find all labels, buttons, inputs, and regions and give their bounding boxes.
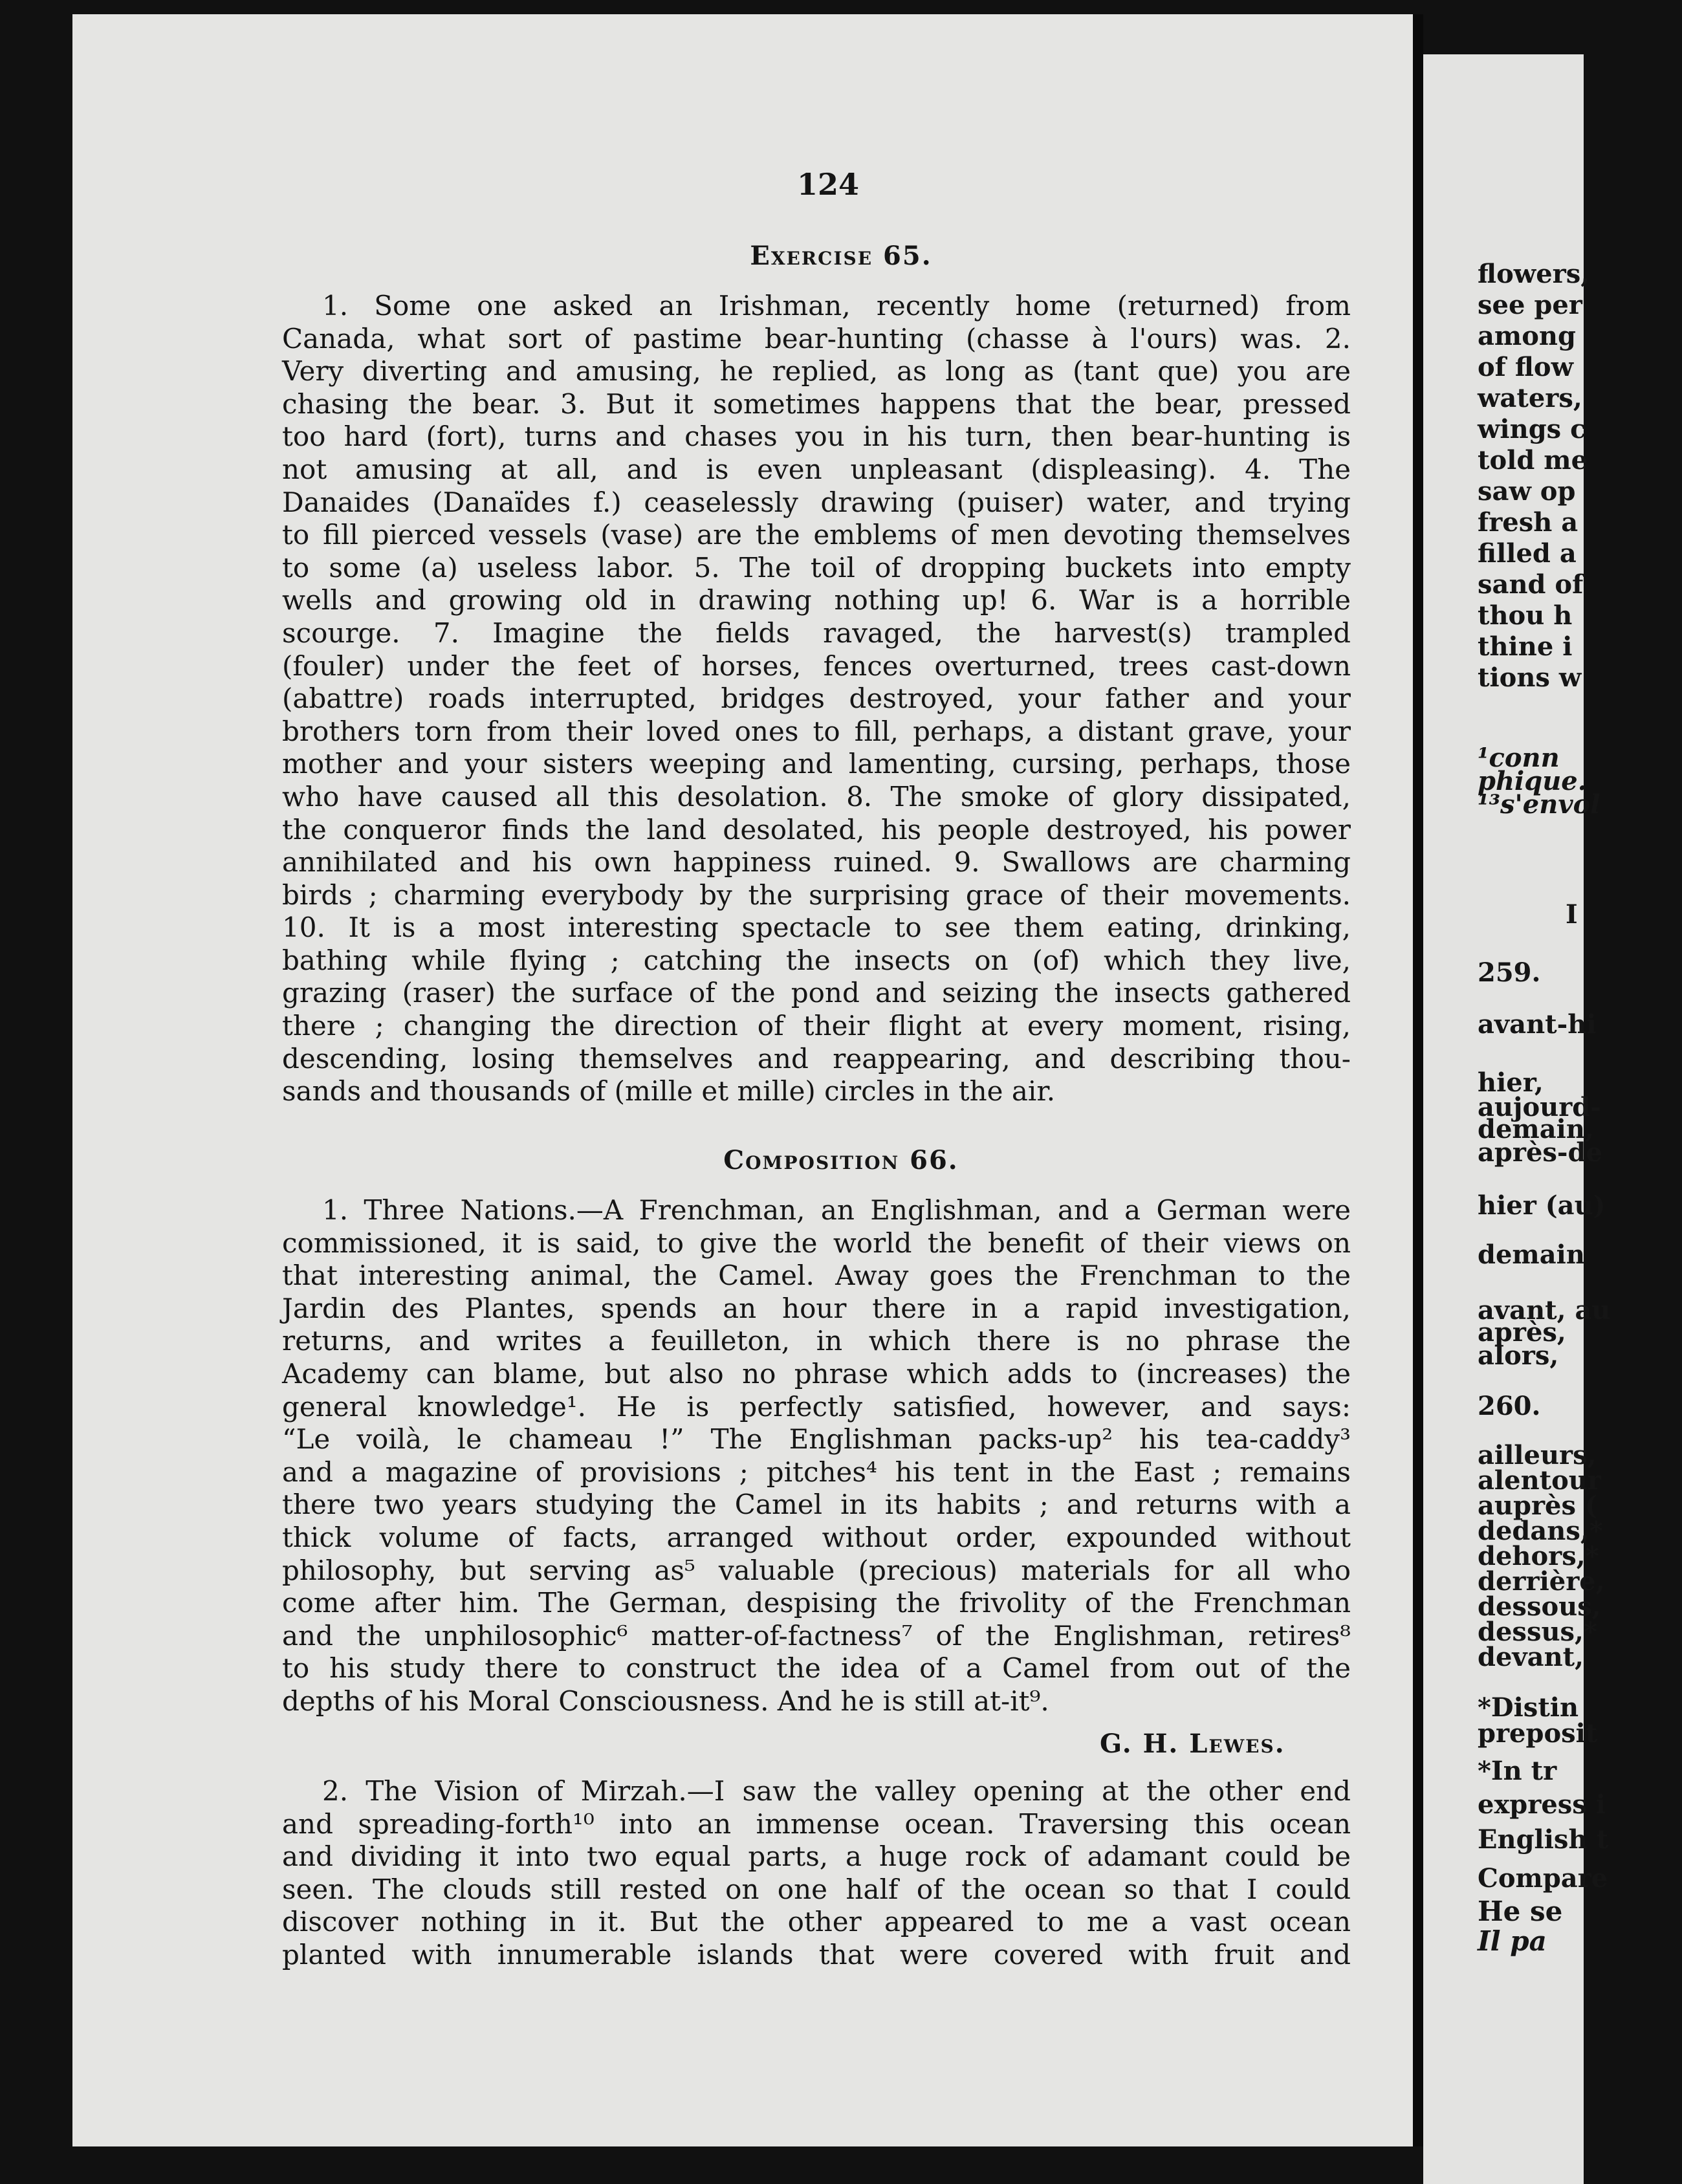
- text-line: chasing the bear. 3. But it sometimes happens that the bear, pressed: [282, 388, 1351, 420]
- right-page-fragment: thou h: [1478, 600, 1573, 631]
- right-page-fragment: I: [1566, 899, 1578, 930]
- text-line: Canada, what sort of pastime bear-hunting (chasse à l'ours) was. 2.: [282, 322, 1351, 355]
- right-page-fragment: thine i: [1478, 631, 1573, 662]
- text-line: bathing while flying ; catching the insects on (of) which they live,: [282, 944, 1351, 976]
- right-page-fragment: dessus,*: [1478, 1617, 1597, 1647]
- composition-vision-of-mirzah-text: [282, 1775, 1351, 1972]
- text-line: (fouler) under the feet of horses, fences overturned, trees cast-down: [282, 650, 1351, 682]
- text-line: Danaides (Danaïdes f.) ceaselessly drawing (puiser) water, and trying: [282, 486, 1351, 518]
- right-page-fragment: demain,: [1478, 1114, 1594, 1144]
- text-line: birds ; charming everybody by the surprising grace of their movements.: [282, 879, 1351, 911]
- right-page-fragment: among: [1478, 321, 1576, 351]
- right-page-fragment: sand of: [1478, 569, 1584, 600]
- right-page-fragment: dessous,: [1478, 1591, 1601, 1622]
- text-line: grazing (raser) the surface of the pond and seizing the insects gathered: [282, 977, 1351, 1009]
- text-line: brothers torn from their loved ones to fill, perhaps, a distant grave, your: [282, 715, 1351, 747]
- text-line: annihilated and his own happiness ruined. 9. Swallows are charming: [282, 846, 1351, 879]
- right-page-fragment: told me: [1478, 445, 1588, 475]
- text-line: planted with innumerable islands that were covered with fruit and: [282, 1938, 1351, 1971]
- right-page-fragment: après-de: [1478, 1137, 1602, 1168]
- text-line: 10. It is a most interesting spectacle to see them eating, drinking,: [282, 912, 1351, 944]
- text-line: 2. The Vision of Mirzah.—I saw the valley opening at the other end: [322, 1775, 1351, 1807]
- right-page-fragment: see per: [1478, 290, 1582, 320]
- exercise-65-text: [282, 290, 1351, 1108]
- text-line: commissioned, it is said, to give the world the benefit of their views on: [282, 1227, 1351, 1259]
- right-page-fragment: preposit: [1478, 1718, 1598, 1749]
- right-page-fragment: auprès (: [1478, 1491, 1597, 1521]
- text-line: sands and thousands of (mille et mille) circles in the air.: [282, 1075, 1056, 1108]
- right-page-fragment: dedans,*: [1478, 1516, 1603, 1546]
- right-page-fragment: derrière,: [1478, 1566, 1605, 1597]
- text-line: Jardin des Plantes, spends an hour there in a rapid investigation,: [282, 1292, 1351, 1324]
- exercise-heading: Exercise 65.: [750, 241, 932, 271]
- right-page-fragment: ¹³s'envol: [1478, 789, 1600, 820]
- text-line: the conqueror finds the land desolated, his people destroyed, his power: [282, 813, 1351, 846]
- text-line: general knowledge¹. He is perfectly satisfied, however, and says:: [282, 1390, 1351, 1423]
- text-line: that interesting animal, the Camel. Away goes the Frenchman to the: [282, 1260, 1351, 1292]
- text-line: and spreading-forth¹⁰ into an immense ocean. Traversing this ocean: [282, 1807, 1351, 1840]
- text-line: seen. The clouds still rested on one half of the ocean so that I could: [282, 1873, 1351, 1905]
- right-page-fragment: saw op: [1478, 476, 1576, 507]
- right-page-fragment: English t: [1478, 1824, 1608, 1855]
- text-line: “Le voilà, le chameau !” The Englishman packs-up² his tea-caddy³: [282, 1423, 1351, 1456]
- right-page-fragment: après,: [1478, 1317, 1566, 1348]
- right-page-fragment: alentour: [1478, 1465, 1601, 1496]
- text-line: too hard (fort), turns and chases you in his turn, then bear-hunting is: [282, 420, 1351, 453]
- text-line: not amusing at all, and is even unpleasant (displeasing). 4. The: [282, 453, 1351, 485]
- right-page-fragment: alors,: [1478, 1340, 1559, 1371]
- right-page-fragment: devant,: [1478, 1642, 1584, 1672]
- right-page-fragment: ailleurs,: [1478, 1440, 1597, 1470]
- text-line: who have caused all this desolation. 8. The smoke of glory dissipated,: [282, 780, 1351, 813]
- composition-three-nations-text: [282, 1194, 1351, 1718]
- page-gutter: [1413, 14, 1423, 2146]
- text-line: Very diverting and amusing, he replied, as long as (tant que) you are: [282, 355, 1351, 388]
- right-page-fragment: fresh a: [1478, 507, 1578, 538]
- text-line: descending, losing themselves and reappearing, and describing thou-: [282, 1042, 1351, 1075]
- text-line: returns, and writes a feuilleton, in which there is no phrase the: [282, 1325, 1351, 1357]
- right-page-fragment: dehors,*: [1478, 1541, 1599, 1571]
- text-line: come after him. The German, despising the frivolity of the Frenchman: [282, 1587, 1351, 1619]
- right-page-fragment: avant-hi: [1478, 1009, 1597, 1040]
- text-line: discover nothing in it. But the other appeared to me a vast ocean: [282, 1906, 1351, 1938]
- text-line: there ; changing the direction of their flight at every moment, rising,: [282, 1010, 1351, 1042]
- right-page-fragment: waters,: [1478, 383, 1582, 413]
- right-page-fragment: hier,: [1478, 1067, 1544, 1098]
- right-page-fragment: *In tr: [1478, 1756, 1557, 1786]
- right-page-fragment: hier (au): [1478, 1190, 1606, 1221]
- text-line: Academy can blame, but also no phrase which adds to (increases) the: [282, 1357, 1351, 1390]
- right-page-fragment: 260.: [1478, 1391, 1541, 1421]
- right-page-fragment: demain: [1478, 1239, 1585, 1270]
- right-page-fragment: flowers,: [1478, 259, 1590, 289]
- text-line: and dividing it into two equal parts, a huge rock of adamant could be: [282, 1840, 1351, 1873]
- text-line: scourge. 7. Imagine the fields ravaged, the harvest(s) trampled: [282, 617, 1351, 649]
- text-line: and the unphilosophic⁶ matter-of-factness⁷ of the Englishman, retires⁸: [282, 1619, 1351, 1652]
- text-line: 1. Some one asked an Irishman, recently home (returned) from: [322, 290, 1351, 322]
- text-line: to some (a) useless labor. 5. The toil of dropping buckets into empty: [282, 551, 1351, 584]
- right-page-fragment: tions w: [1478, 662, 1582, 693]
- right-page-fragment: *Distin: [1478, 1692, 1579, 1723]
- page-number: 124: [796, 167, 860, 202]
- right-page-fragment: 259.: [1478, 957, 1541, 988]
- right-page-fragment: Il pa: [1478, 1925, 1547, 1957]
- right-page-fragment: filled a: [1478, 538, 1577, 569]
- text-line: thick volume of facts, arranged without order, expounded without: [282, 1521, 1351, 1553]
- right-page-fragment: aujourd-: [1478, 1092, 1601, 1122]
- text-line: philosophy, but serving as⁵ valuable (precious) materials for all who: [282, 1554, 1351, 1586]
- text-line: to fill pierced vessels (vase) are the emblems of men devoting themselves: [282, 519, 1351, 551]
- composition-heading: Composition 66.: [723, 1145, 959, 1175]
- text-line: mother and your sisters weeping and lamenting, cursing, perhaps, those: [282, 748, 1351, 780]
- author-signature: G. H. Lewes.: [1100, 1729, 1285, 1759]
- right-page-fragment: wings c: [1478, 414, 1586, 444]
- text-line: 1. Three Nations.—A Frenchman, an Englishman, and a German were: [322, 1194, 1351, 1226]
- right-page-fragment: Compare: [1478, 1863, 1608, 1894]
- right-page-fragment: avant, au: [1478, 1295, 1611, 1326]
- right-page-fragment: of flow: [1478, 352, 1574, 382]
- text-line: wells and growing old in drawing nothing up! 6. War is a horrible: [282, 584, 1351, 617]
- text-line: there two years studying the Camel in its habits ; and returns with a: [282, 1489, 1351, 1521]
- text-line: and a magazine of provisions ; pitches⁴ his tent in the East ; remains: [282, 1456, 1351, 1488]
- right-page-fragment: He se: [1478, 1895, 1563, 1927]
- text-line: (abattre) roads interrupted, bridges destroyed, your father and your: [282, 682, 1351, 715]
- right-page-fragment: express i: [1478, 1789, 1606, 1820]
- right-page-fragment: phique.: [1478, 766, 1587, 796]
- right-page-fragment: ¹conn: [1478, 743, 1560, 773]
- text-line: to his study there to construct the idea of a Camel from out of the: [282, 1652, 1351, 1685]
- text-line: depths of his Moral Consciousness. And he is still at-it⁹.: [282, 1685, 1049, 1717]
